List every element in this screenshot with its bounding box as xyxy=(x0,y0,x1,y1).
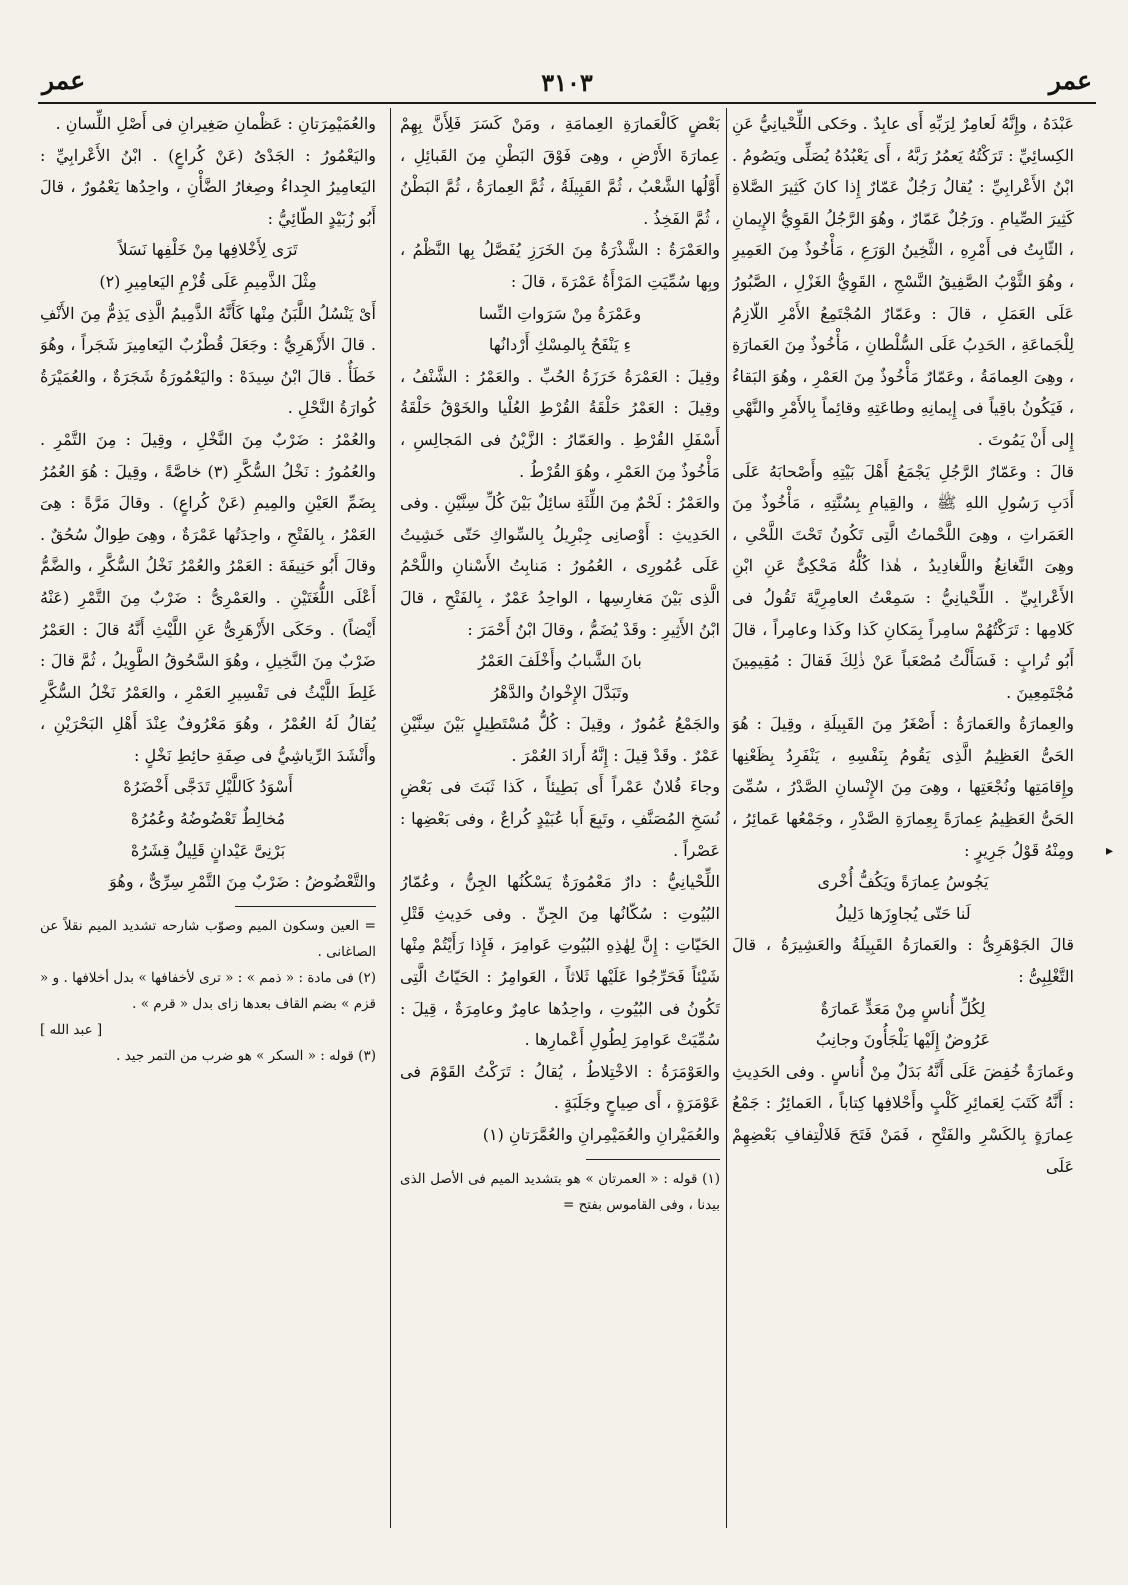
verse-line: لِكُلِّ أُناسٍ مِنْ مَعَدٍّ عَمارَةٌ xyxy=(820,998,986,1018)
column-right xyxy=(732,108,1074,1543)
footnote-rule xyxy=(586,1159,720,1160)
column-divider-left xyxy=(390,108,391,1528)
verse-line: عَرُوضٌ إِلَيْها يَلْجَأُونَ وجانِبُ xyxy=(815,1030,991,1050)
paragraph: وعَمارَةٌ خُفِضَ عَلَى أَنَّهُ بَدَلٌ مِنْ أُناسٍ . وفى الحَدِيثِ : أَنَّهُ كَتَبَ لِعَمائِرِ كَلْبٍ وأَحْلافِها كِتاباً ، العَمائِرُ : جَمْعُ عِمارَةٍ بِالكَسْرِ والفَتْحِ ، فَمَنْ فَتَحَ فَلالْتِفافِ بَعْضِهِمْ عَلَى xyxy=(732,1061,1074,1176)
verse-line: ءِ يَنْفَحُ بِالمِسْكِ أَرْدانُها xyxy=(488,335,632,355)
paragraph: وجاءَ فُلانٌ عَمْراً أَى بَطِيئاً ، كَذا ثَبَتَ فى بَعْضِ نُسَخِ المُصَنَّفِ ، وتَبِعَ أَبا عُبَيْدٍ كُراعٌ ، وفى بَعْضِها : عَصْراً . xyxy=(400,777,720,860)
margin-mark: ▸ xyxy=(1106,843,1114,859)
header-right-word: عمر xyxy=(1048,66,1092,95)
paragraph: والجَمْعُ عُمُورٌ ، وقِيلَ : كُلُّ مُسْتَطِيلٍ بَيْنَ سِنَّيْنِ عَمْرٌ . وقَدْ قِيلَ : إِنَّهُ أَرادَ العُمْرَ . xyxy=(400,714,720,765)
header-left-word: عمر xyxy=(42,66,86,95)
column-left xyxy=(40,108,376,1543)
verse-line: لَنا حَتّى يُجاوِزَها دَلِيلُ xyxy=(835,903,971,923)
paragraph: والتَّعْضُوضُ : ضَرْبٌ مِنَ التَّمْرِ سِرِّىٌّ ، وهُوَ xyxy=(109,872,376,892)
verse-line: بانَ الشَّبابُ وأَخْلَفَ العَمْرُ xyxy=(478,651,642,671)
paragraph: والعُمْرُ : ضَرْبٌ مِنَ النَّخْلِ ، وقِيلَ : مِنَ التَّمْرِ . والعُمُورُ : نَخْلُ السُّكَّرِ (٣) خاصَّةً ، وقِيلَ : هُوَ العُمُرُ بِضَمِّ العَيْنِ والمِيمِ (عَنْ كُراعٍ) . وقالَ مَرَّةً : هِىَ العَمْرُ ، بِالفَتْحِ ، واحِدَتُها عَمْرَةٌ ، وهِىَ طِوالٌ سُحُقٌ . وقالَ أَبُو حَنِيفَةَ : العَمْرُ والعُمْرُ نَخْلُ السُّكَّرِ ، والضَّمُّ أَعْلَى اللُّغَتَيْنِ . والعَمْرِىُّ : ضَرْبٌ مِنَ التَّمْرِ (عَنْهُ أَيْضاً) . وحَكَى الأَزْهَرِىُّ عَنِ اللَّيْثِ أَنَّهُ قالَ : العَمْرُ ضَرْبٌ مِنَ النَّخِيلِ ، وهُوَ السَّحُوقُ الطَّوِيلُ ، ثُمَّ قالَ : غَلِطَ اللَّيْثُ فى تَفْسِيرِ العَمْرِ ، والعَمْرُ نَخْلُ السُّكَّرِ يُقالُ لَهُ العُمْرُ ، وهُوَ مَعْرُوفٌ عِنْدَ أَهْلِ البَحْرَيْنِ ، وأَنْشَدَ الرِّياشِيُّ فى صِفَةِ حائِطِ نَخْلٍ : xyxy=(40,429,376,765)
column-divider-right xyxy=(726,108,727,1528)
page-number: ٣١٠٣ xyxy=(541,68,593,97)
page-header xyxy=(38,62,1096,104)
paragraph: أَىْ يَنْسُلُ اللَّبَنُ مِنْها كَأَنَّهُ الذَّمِيمُ الَّذِى يَذِمُّ مِنَ الأَنْفِ . قالَ الأَزْهَرِيُّ : وجَعَلَ قُطْرُبٌ اليَعامِيرَ شَجَراً ، وهُوَ خَطَأٌ . قالَ ابْنُ سِيدَهْ : واليَعْمُورَةُ شَجَرَةٌ ، والعُمَيْرَةُ كُوارَةُ النَّحْلِ . xyxy=(40,303,376,418)
footnote: (٢) فى مادة : « ذمم » : « ترى لأخفافها » بدل أخلافها . و « قزم » بضم القاف بعدها زاى بدل « قرم » . xyxy=(40,969,376,1012)
footnote: (١) قوله : « العمرتان » هو بتشديد الميم فى الأصل الذى بيدنا ، وفى القاموس بفتح = xyxy=(400,1170,720,1213)
column-middle xyxy=(400,108,720,1543)
paragraph: عَبْدَهُ ، وإِنَّهُ لَعامِرٌ لِرَبِّهِ أَى عابِدٌ . وحَكى اللِّحْيانِيُّ عَنِ الكِسائِيِّ : تَرَكْتُهُ يَعمُرُ رَبَّهُ ، أَى يَعْبُدُهُ يُصَلِّى ويَصُومُ . ابْنُ الأَعْرابِيِّ : يُقالُ رَجُلٌ عَمّارٌ إِذا كانَ كَثِيرَ الصَّلاةِ كَثِيرَ الصِّيامِ . ورَجُلٌ عَمّارٌ ، وهُوَ الرَّجُلُ القَوِيُّ الإِيمانِ ، الثّابِتُ فى أَمْرِهِ ، الثَّخِينُ الوَرَعِ ، مَأْخُوذٌ مِنَ العَمِيرِ ، وهُوَ الثَّوْبُ الصَّفِيقُ النَّسْجِ ، القَوِيُّ الغَزْلِ ، الصَّبُورُ عَلَى العَمَلِ ، قالَ : وعَمّارٌ المُجْتَمِعُ الأَمْرِ اللّازِمُ لِلْجَماعَةِ ، الحَدِبُ عَلَى السُّلْطانِ ، مَأْخُوذٌ مِنَ العَمارَةِ ، وهِىَ العِمامَةُ ، وعَمّارٌ مَأْخُوذٌ مِنَ العَمْرِ ، وهُوَ البَقاءُ ، فَيَكُونُ باقِياً فى إِيمانِهِ وطاعَتِهِ وقائِماً بِالأَمْرِ والنَّهْىِ إِلى أَنْ يَمُوتَ . xyxy=(732,114,1074,449)
verse-line: وتَبَدَّلَ الإِخْوانُ والدَّهْرُ xyxy=(491,682,629,702)
verse-line: وعَمْرَةُ مِنْ سَرَواتِ النِّسا xyxy=(478,303,642,323)
paragraph: بَعْضٍ كَالْعَمارَةِ العِمامَةِ ، ومَنْ كَسَرَ فَلِأَنَّ بِهِمْ عِمارَةَ الأَرْضِ ، وهِىَ فَوْقَ البَطْنِ مِنَ القَبائِلِ ، أَوَّلُها الشَّعْبُ ، ثُمَّ القَبِيلَةُ ، ثُمَّ العِمارَةُ ، ثُمَّ البَطْنُ ، ثُمَّ الفَخِذُ . xyxy=(400,114,720,228)
verse-line: تَرَى لِأَخْلافِها مِنْ خَلْفِها نَسَلاً xyxy=(118,240,298,260)
paragraph: وقِيلَ : العَمْرَةُ خَرَزَةُ الحُبِّ . والعَمْرُ : الشَّنْفُ ، وقِيلَ : العَمْرُ حَلْقَةُ القُرْطِ العُلْيا والخَوْقُ حَلْقَةُ أَسْفَلِ القُرْطِ . والعَمّارُ : الزَّيْنُ فى المَجالِسِ ، مَأْخُوذٌ مِنَ العَمْرِ ، وهُوَ القُرْطُ . xyxy=(400,366,720,481)
verse-line: مِثْلَ الذَّمِيمِ عَلَى قُزْمِ اليَعامِيرِ (٢) xyxy=(99,271,317,291)
verse-line: مُخالِطٌ تَعْضُوضُهُ وعُمُرُهْ xyxy=(130,809,286,829)
paragraph: والعَمْرَةُ : الشَّذْرَةُ مِنَ الخَرَزِ يُفَصَّلُ بِها النَّظْمُ ، وبِها سُمِّيَتِ المَرْأَةُ عَمْرَةَ ، قالَ : xyxy=(400,240,720,291)
footnote-signature: [ عبد الله ] xyxy=(40,1021,103,1038)
paragraph: والعُمَيْمِرَتانِ : عَظْمانِ صَغِيرانِ فى أَصْلِ اللِّسانِ . xyxy=(55,114,376,133)
paragraph: اللِّحْيانِيُّ : دارٌ مَعْمُورَةٌ يَسْكُنُها الجِنُّ ، وعُمّارُ البُيُوتِ : سُكّانُها مِنَ الجِنِّ . وفى حَدِيثِ قَتْلِ الحَيّاتِ : إِنَّ لِهٰذِهِ البُيُوتِ عَوامِرَ ، فَإِذا رَأَيْتُمْ مِنْها شَيْئاً فَحَرِّجُوا عَلَيْها ثَلاثاً ، العَوامِرُ : الحَيّاتُ الَّتِى تَكُونُ فى البُيُوتِ ، واحِدُها عامِرٌ وعامِرَةٌ ، قِيلَ : سُمِّيَتْ عَوامِرَ لِطُولِ أَعْمارِها . xyxy=(400,872,720,1050)
footnote: = العين وسكون الميم وصوّب شارحه تشديد الميم نقلاً عن الصاغانى . xyxy=(40,917,376,960)
verse-line: يَجُوسُ عِمارَةً ويَكُفُّ أُخْرى xyxy=(817,872,989,892)
footnote-rule xyxy=(235,906,376,907)
paragraph: والعِمارَةُ والعَمارَةُ : أَصْغَرُ مِنَ القَبِيلَةِ ، وقِيلَ : هُوَ الحَىُّ العَظِيمُ الَّذِى يَقُومُ بِنَفْسِهِ ، يَنْفَرِدُ بِظَعْنِها وإِقامَتِها ونُجْعَتِها ، وهِىَ مِنَ الإِنْسانِ الصَّدْرُ ، سُمِّىَ الحَىُّ العَظِيمُ عِمارَةً بِعِمارَةِ الصَّدْرِ ، وجَمْعُها عَمائِرُ ، ومِنْهُ قَوْلُ جَرِيرٍ : xyxy=(732,714,1074,860)
paragraph: والعُمَيْرانِ والعُمَيْمِرانِ والعُمَّرَتانِ (١) xyxy=(482,1125,720,1144)
verse-line: بَرْنِىَّ عَيْدانٍ قَلِيلٌ قِشَرُهْ xyxy=(130,840,286,860)
paragraph: واليَعْمُورُ : الجَدْىُ (عَنْ كُراعٍ) . ابْنُ الأَعْرابِيِّ : اليَعامِيرُ الجِداءُ وصِغارُ الضَّأْنِ ، واحِدُها يَعْمُورٌ ، قالَ أَبُو زُبَيْدٍ الطّائِيُّ : xyxy=(40,145,376,228)
paragraph: قالَ الجَوْهَرِىُّ : والعَمارَةُ القَبِيلَةُ والعَشِيرَةُ ، قالَ التَّغْلِبِىُّ : xyxy=(732,935,1074,987)
footnote: (٣) قوله : « السكر » هو ضرب من التمر جيد . xyxy=(116,1047,376,1064)
verse-line: أَسْوَدُ كَاللَّيْلِ تَدَجَّى أَخْضَرُهْ xyxy=(123,777,293,797)
paragraph: والعَوْمَرَةُ : الاخْتِلاطُ ، يُقالُ : تَرَكْتُ القَوْمَ فى عَوْمَرَةٍ ، أَى صِياحٍ وجَلَبَةٍ . xyxy=(400,1061,720,1113)
paragraph: قالَ : وعَمّارٌ الرَّجُلِ يَجْمَعُ أَهْلَ بَيْتِهِ وأَصْحابَهُ عَلَى أَدَبِ رَسُولِ اللهِ ﷺ ، والقِيامِ بِسُنَّتِهِ ، مَأْخُوذٌ مِنَ العَمَراتِ ، وهِىَ اللَّحْماتُ الَّتِى تَكُونُ تَحْتَ اللَّحْىِ ، وهِىَ النَّغانِغُ واللَّغادِيدُ ، هٰذا كُلُّهُ مَحْكِىٌّ عَنِ ابْنِ الأَعْرابِيِّ . اللِّحْيانِيُّ : سَمِعْتُ العامِرِيَّةَ تَقُولُ فى كَلامِها : تَرَكْتُهُمْ سامِراً بِمَكانِ كَذا وكَذا وعامِراً ، قالَ أَبُو تُرابٍ : فَسَأَلْتُ مُصْعَباً عَنْ ذٰلِكَ فَقالَ : مُقِيمِينَ مُجْتَمِعِينَ . xyxy=(732,461,1074,702)
paragraph: والعَمْرُ : لَحْمٌ مِنَ اللِّثَةِ سائِلٌ بَيْنَ كُلِّ سِنَّيْنِ . وفى الحَدِيثِ : أَوْصانِى جِبْرِيلُ بِالسِّواكِ حَتّى خَشِيتُ عَلَى عُمُورِى ، العُمُورُ : مَنابِتُ الأَسْنانِ واللَّحْمُ الَّذِى بَيْنَ مَغارِسِها ، الواحِدُ عَمْرٌ ، بِالفَتْحِ ، قالَ ابْنُ الأَثِيرِ : وقَدْ يُضَمُّ ، وقالَ ابْنُ أَحْمَرَ : xyxy=(400,493,720,639)
